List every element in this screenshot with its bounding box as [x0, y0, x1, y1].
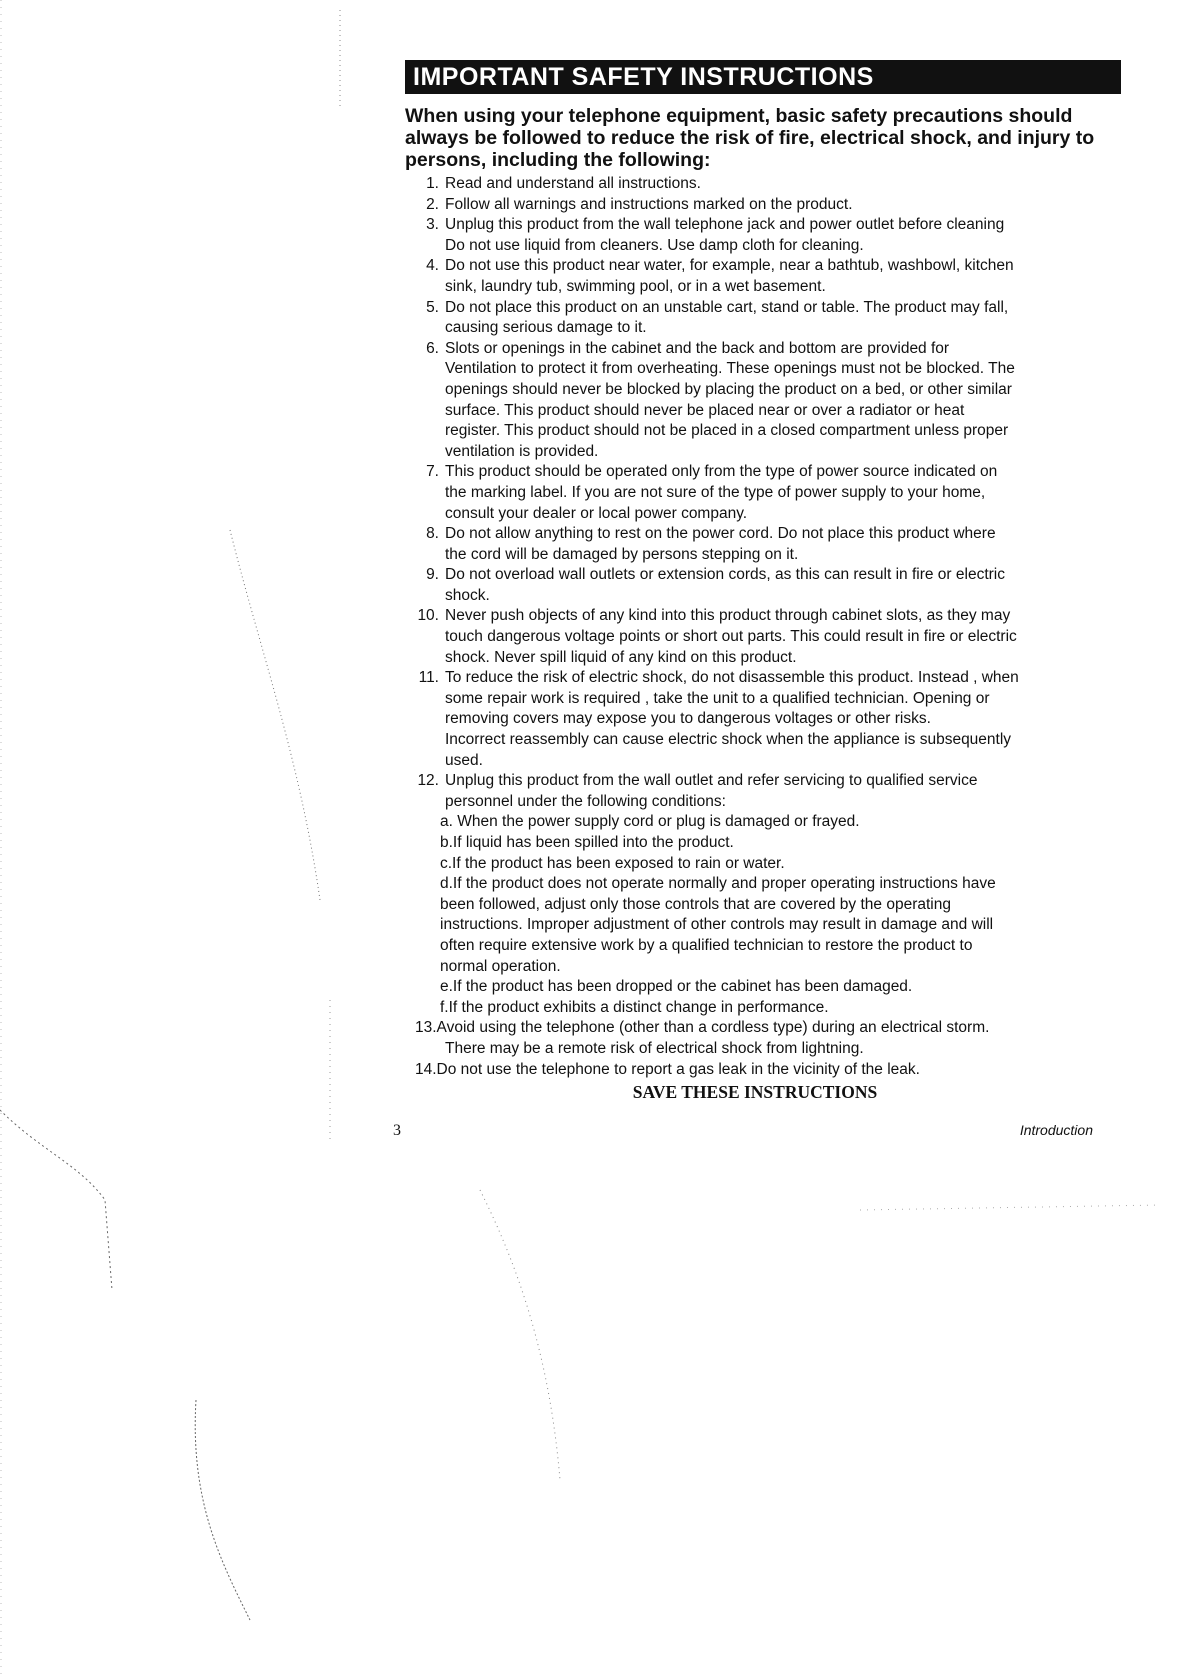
sub-item-line: d.If the product does not operate normally and proper operating instructions have	[440, 875, 996, 893]
item-number: 7.	[426, 463, 439, 481]
instruction-item	[405, 339, 1120, 463]
item-text-line: To reduce the risk of electric shock, do not disassemble this product. Instead , when	[445, 669, 1019, 687]
item-number: 9.	[426, 566, 439, 584]
item-text-line: removing covers may expose you to dangerous voltages or other risks.	[445, 710, 931, 728]
item-text-line: some repair work is required , take the unit to a qualified technician. Opening or	[445, 689, 990, 707]
instruction-item	[405, 298, 1120, 339]
instruction-item	[405, 524, 1120, 565]
item-text-line: Do not allow anything to rest on the power cord. Do not place this product where	[445, 525, 996, 543]
instruction-list	[405, 174, 1120, 1018]
item-text-line: register. This product should not be placed in a closed compartment unless proper	[445, 422, 1009, 440]
item-text-line: Ventilation to protect it from overheating. These openings must not be blocked. The	[445, 360, 1015, 378]
intro-paragraph: When using your telephone equipment, basic safety precautions should always be followed to reduce the risk of fire, electrical shock, and injury to persons, including the following:	[405, 105, 1095, 171]
sub-item-line: e.If the product has been dropped or the cabinet has been damaged.	[440, 978, 913, 996]
item-text-line: ventilation is provided.	[445, 442, 599, 460]
item-text-line: surface. This product should never be placed near or over a radiator or heat	[445, 401, 965, 419]
sub-item-line: been followed, adjust only those controls that are covered by the operating	[440, 895, 951, 913]
item-text-line: 13.Avoid using the telephone (other than a cordless type) during an electrical storm.	[415, 1019, 990, 1037]
instruction-item	[405, 1018, 1120, 1059]
instruction-item	[405, 668, 1120, 771]
sub-item-line: normal operation.	[440, 957, 561, 975]
item-number: 5.	[426, 298, 439, 316]
item-text-line: Unplug this product from the wall telephone jack and power outlet before cleaning	[445, 216, 1005, 234]
safety-banner-title: IMPORTANT SAFETY INSTRUCTIONS	[405, 60, 1121, 94]
item-number: 1.	[426, 175, 439, 192]
sub-item-line: c.If the product has been exposed to rain or water.	[440, 854, 785, 872]
sub-item-line: a. When the power supply cord or plug is damaged or frayed.	[440, 813, 860, 831]
item-text-line: Unplug this product from the wall outlet and refer servicing to qualified service	[445, 772, 978, 790]
item-text-line: 14.Do not use the telephone to report a gas leak in the vicinity of the leak.	[415, 1060, 920, 1078]
item-text-line: Incorrect reassembly can cause electric shock when the appliance is subsequently	[445, 731, 1012, 749]
instruction-item	[405, 215, 1120, 256]
instruction-item	[405, 771, 1120, 1018]
item-text-line: openings should never be blocked by placing the product on a bed, or other similar	[445, 380, 1012, 398]
item-number: 3.	[426, 216, 439, 234]
section-name: Introduction	[1019, 1122, 1093, 1138]
save-instructions-heading: SAVE THESE INSTRUCTIONS	[632, 1082, 878, 1103]
item-text-line: causing serious damage to it.	[445, 319, 647, 337]
item-number: 8.	[426, 525, 439, 543]
item-text-line: sink, laundry tub, swimming pool, or in a wet basement.	[445, 277, 826, 295]
sub-item-line: instructions. Improper adjustment of other controls may result in damage and will	[440, 916, 994, 934]
sub-item-line: f.If the product exhibits a distinct change in performance.	[440, 998, 829, 1016]
instruction-item	[405, 565, 1120, 606]
item-text-line: personnel under the following conditions:	[445, 792, 726, 810]
sub-item-line: b.If liquid has been spilled into the product.	[440, 834, 734, 851]
item-text-line: the marking label. If you are not sure of the type of power supply to your home,	[445, 483, 986, 501]
item-text-line: Do not overload wall outlets or extension cords, as this can result in fire or electric	[445, 566, 1005, 584]
item-number: 10.	[417, 607, 439, 625]
instruction-item	[405, 1060, 1120, 1081]
item-number: 12.	[417, 772, 439, 790]
item-text-line: the cord will be damaged by persons stepping on it.	[445, 545, 799, 563]
item-text-line: consult your dealer or local power company.	[445, 504, 748, 522]
sub-item-line: often require extensive work by a qualified technician to restore the product to	[440, 936, 973, 954]
instruction-item	[405, 256, 1120, 297]
item-text-line: Do not place this product on an unstable cart, stand or table. The product may fall,	[445, 298, 1009, 316]
document-content	[405, 60, 1120, 1103]
item-text-line: shock. Never spill liquid of any kind on this product.	[445, 648, 797, 666]
instruction-item	[405, 174, 1120, 195]
item-number: 6.	[426, 339, 439, 357]
item-text-line: used.	[445, 751, 483, 769]
item-text-line: This product should be operated only from the type of power source indicated on	[445, 463, 998, 481]
item-number: 2.	[426, 195, 439, 213]
instruction-item	[405, 606, 1120, 668]
item-text-line: Slots or openings in the cabinet and the back and bottom are provided for	[445, 339, 950, 357]
item-text-line: Do not use this product near water, for example, near a bathtub, washbowl, kitchen	[445, 257, 1014, 275]
item-number: 4.	[426, 257, 439, 275]
item-text-line: Never push objects of any kind into this product through cabinet slots, as they may	[445, 607, 1011, 625]
item-text-line: Read and understand all instructions.	[445, 175, 701, 192]
item-number: 11.	[418, 669, 439, 687]
instruction-item	[405, 462, 1120, 524]
page-number: 3	[393, 1122, 401, 1139]
item-text-line: There may be a remote risk of electrical shock from lightning.	[445, 1039, 864, 1057]
item-text-line: shock.	[445, 586, 490, 604]
instruction-list-extra	[405, 1018, 1120, 1080]
item-text-line: Follow all warnings and instructions marked on the product.	[445, 195, 853, 213]
instruction-item	[405, 195, 1120, 216]
item-text-line: Do not use liquid from cleaners. Use damp cloth for cleaning.	[445, 236, 864, 254]
item-text-line: touch dangerous voltage points or short out parts. This could result in fire or electric	[445, 628, 1017, 646]
